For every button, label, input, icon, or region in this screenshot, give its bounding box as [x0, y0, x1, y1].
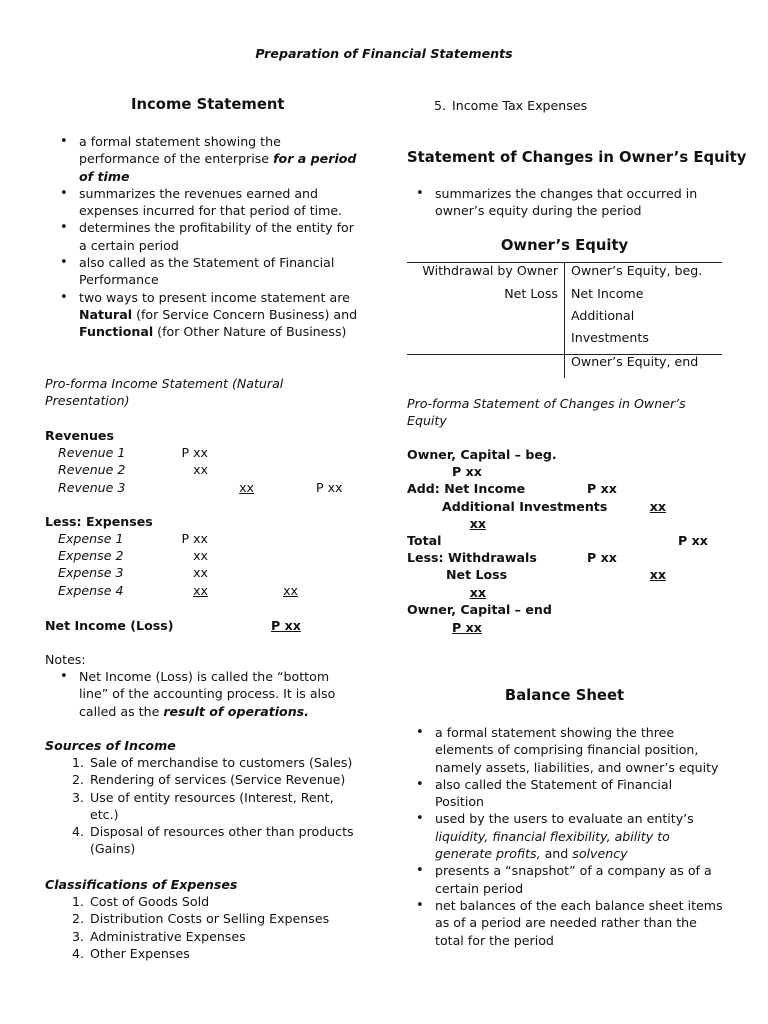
list-item: • presents a “snapshot” of a company as of a certain period: [435, 862, 723, 897]
expense-row-c2: xx: [283, 583, 298, 598]
expense-row-c1: P xx: [181, 531, 208, 546]
capital-beg-value: P xx: [452, 464, 482, 479]
add-net-income-label: Add: Net Income: [407, 481, 526, 496]
expense-row-c1: xx: [193, 583, 208, 598]
net-loss-label: Net Loss: [446, 567, 508, 582]
capital-end-value: P xx: [452, 620, 482, 635]
t-account-ending: Owner’s Equity, end: [571, 354, 699, 369]
list-item: • net balances of the each balance sheet items as of a period are needed rather than the total for the period: [435, 897, 723, 949]
subtotal-value: xx: [469, 585, 486, 600]
t-account-debit-item: Net Loss: [504, 286, 558, 301]
capital-beg-label: Owner, Capital – beg.: [407, 447, 557, 462]
list-item: • two ways to present income statement are Natural (for Service Concern Business) and Functional (for Other Nature of Business): [79, 289, 357, 341]
list-item: 2. Rendering of services (Service Revenue): [71, 772, 346, 788]
less-withdrawals-label: Less: Withdrawals: [407, 550, 537, 565]
capital-end-label: Owner, Capital – end: [407, 602, 552, 617]
expense-row-c1: xx: [193, 548, 208, 563]
balance-sheet-bullets: [435, 724, 723, 949]
t-account-title: Owner’s Equity: [500, 237, 629, 254]
additional-investments-label: Additional Investments: [442, 499, 608, 514]
revenue-row-c3: P xx: [316, 480, 343, 495]
list-item: 2. Distribution Costs or Selling Expenses: [71, 911, 330, 927]
list-item: • summarizes the revenues earned and expenses incurred for that period of time.: [79, 185, 357, 220]
notes-label: Notes:: [45, 652, 86, 667]
revenue-row-label: Revenue 1: [58, 445, 126, 460]
list-item: • also called as the Statement of Financial Performance: [79, 254, 357, 289]
list-item: • summarizes the changes that occurred in owner’s equity during the period: [435, 185, 697, 220]
add-net-income-value: P xx: [587, 481, 617, 496]
t-account-credit-item: Investments: [571, 330, 649, 345]
list-item: 1. Cost of Goods Sold: [71, 894, 210, 909]
list-item: • a formal statement showing the performance of the enterprise for a period of time: [79, 133, 357, 185]
income-proforma-title-1: Pro-forma Income Statement (Natural: [45, 376, 284, 391]
notes-bullets: [79, 668, 335, 720]
list-item: • a formal statement showing the three elements of comprising financial position, namely assets, liabilities, and owner’s equity: [435, 724, 723, 776]
revenue-row-label: Revenue 2: [58, 462, 126, 477]
t-account-credit-item: Additional: [571, 308, 635, 323]
less-withdrawals-value: P xx: [587, 550, 617, 565]
t-account-debit-item: Withdrawal by Owner: [422, 263, 558, 278]
list-item: • used by the users to evaluate an entity’s liquidity, financial flexibility, ability to generate profits, and solvency: [435, 810, 723, 862]
revenue-row-label: Revenue 3: [58, 480, 126, 495]
t-account-divider: [564, 262, 565, 378]
total-value: P xx: [678, 533, 708, 548]
list-item: • Net Income (Loss) is called the “bottom line” of the accounting process. It is also called as the result of operations.: [79, 668, 335, 720]
t-account-credit-item: Owner’s Equity, beg.: [571, 263, 703, 278]
expense-row-label: Expense 3: [58, 565, 124, 580]
expense-row-label: Expense 2: [58, 548, 124, 563]
document-title: Preparation of Financial Statements: [255, 46, 513, 61]
sources-list: [71, 754, 354, 858]
t-account-credit-item: Net Income: [571, 286, 644, 301]
changes-equity-heading: Statement of Changes in Owner’s Equity: [407, 149, 747, 166]
revenue-row-c1: P xx: [181, 445, 208, 460]
equity-proforma-title-2: Equity: [407, 413, 447, 428]
income-statement-bullets: [79, 133, 357, 341]
revenue-row-c2: xx: [239, 480, 254, 495]
subtotal-value: xx: [469, 516, 486, 531]
expense-classification-continued: [433, 97, 588, 114]
revenues-label: Revenues: [45, 428, 114, 443]
equity-proforma-title-1: Pro-forma Statement of Changes in Owner’s: [407, 396, 686, 411]
revenue-row-c1: xx: [193, 462, 208, 477]
list-item: 5. Income Tax Expenses: [433, 98, 588, 113]
additional-investments-value: xx: [649, 499, 666, 514]
list-item: • determines the profitability of the entity for a certain period: [79, 219, 357, 254]
list-item: 3. Use of entity resources (Interest, Rent, etc.): [71, 789, 334, 822]
expense-row-c1: xx: [193, 565, 208, 580]
income-proforma-title-2: Presentation): [45, 393, 130, 408]
total-label: Total: [407, 533, 442, 548]
expenses-label: Less: Expenses: [45, 514, 153, 529]
list-item: 4. Disposal of resources other than products (Gains): [71, 824, 354, 857]
list-item: 1. Sale of merchandise to customers (Sales): [71, 755, 353, 770]
net-loss-value: xx: [649, 567, 666, 582]
expense-row-label: Expense 1: [58, 531, 124, 546]
balance-sheet-heading: Balance Sheet: [504, 687, 625, 704]
net-income-label: Net Income (Loss): [45, 618, 174, 633]
sources-heading: Sources of Income: [45, 738, 176, 753]
net-income-value: P xx: [271, 618, 301, 633]
expense-row-label: Expense 4: [58, 583, 124, 598]
income-statement-heading: Income Statement: [131, 96, 285, 113]
changes-equity-bullets: [435, 185, 697, 220]
list-item: 4. Other Expenses: [71, 945, 190, 961]
list-item: • also called the Statement of Financial Position: [435, 776, 723, 811]
classifications-heading: Classifications of Expenses: [45, 877, 238, 892]
list-item: 3. Administrative Expenses: [71, 928, 246, 944]
classifications-list: [71, 893, 330, 962]
